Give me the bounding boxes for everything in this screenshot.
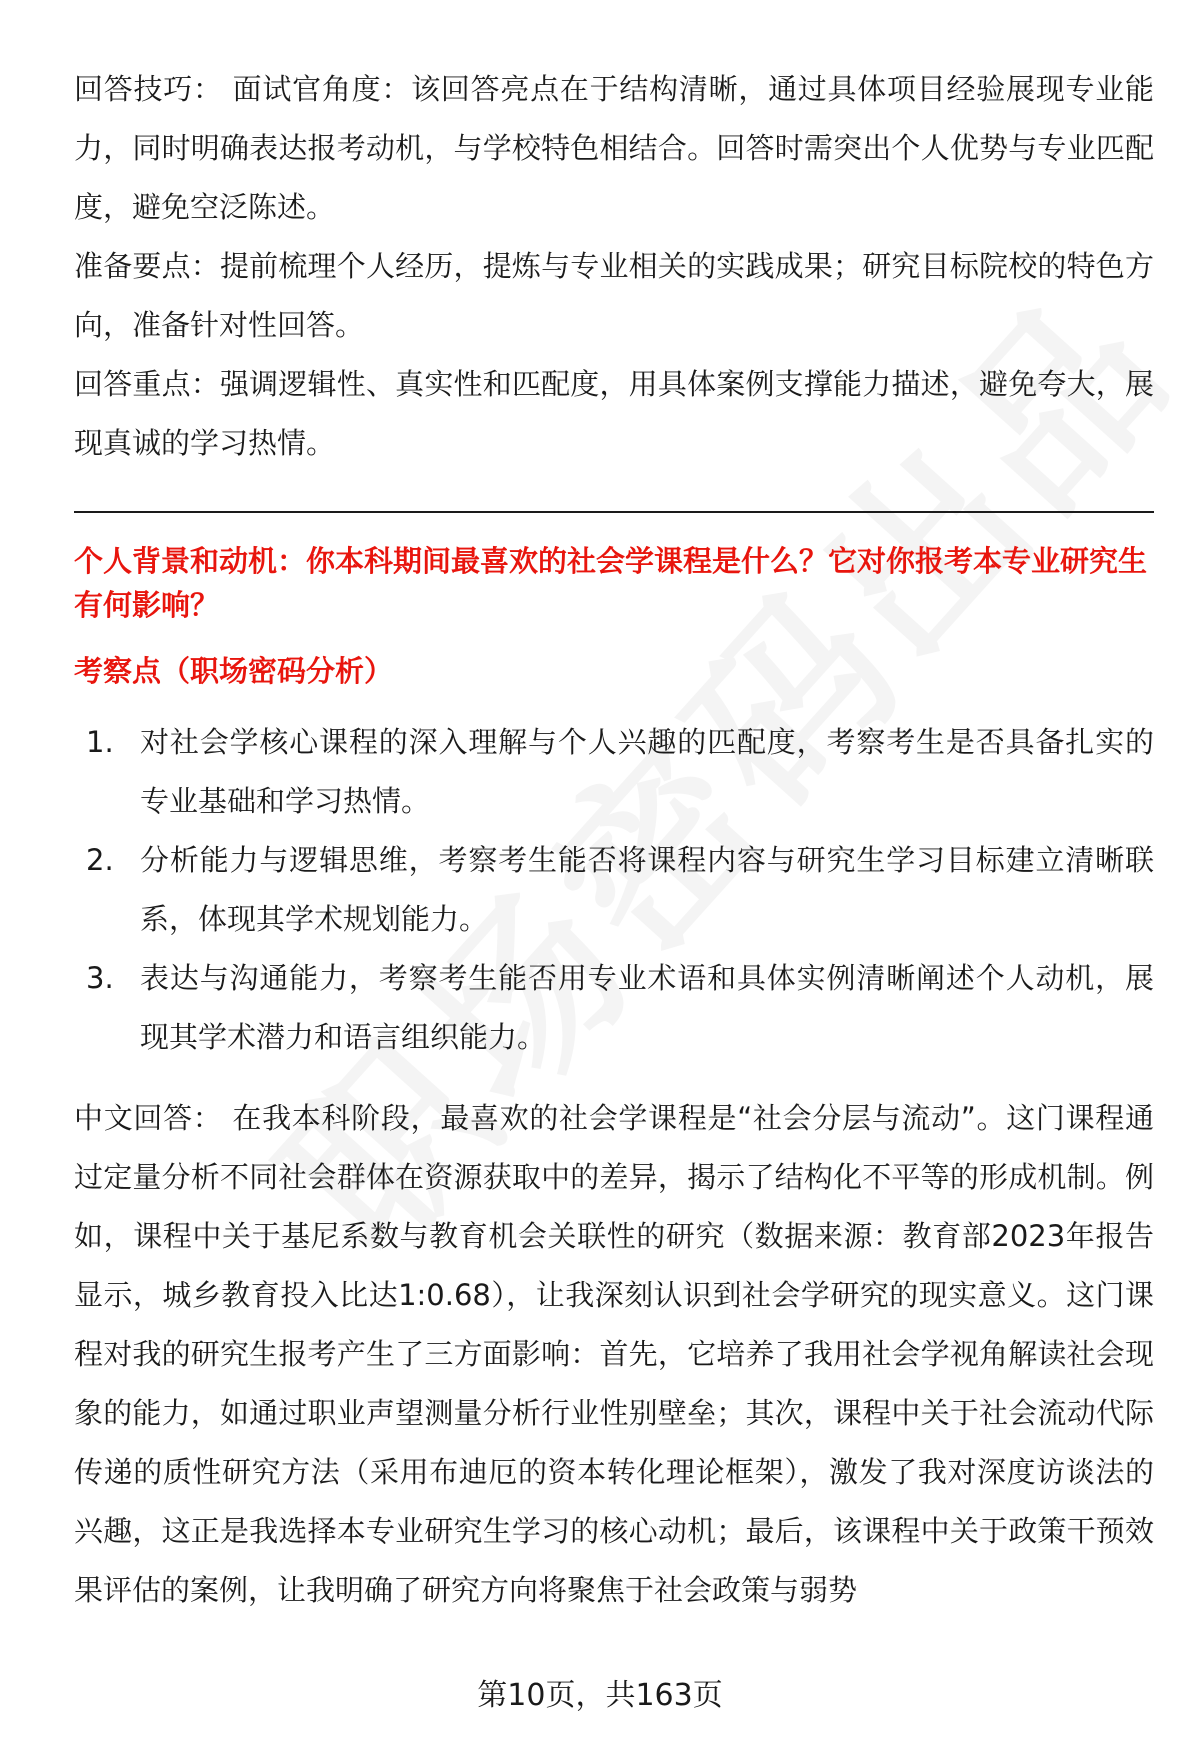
section-divider	[74, 511, 1154, 513]
list-item-text: 对社会学核心课程的深入理解与个人兴趣的匹配度，考察考生是否具备扎实的专业基础和学习热情。	[140, 725, 1154, 818]
assessment-points-list	[74, 713, 1154, 1067]
list-item-text: 表达与沟通能力，考察考生能否用专业术语和具体实例清晰阐述个人动机，展现其学术潜力和语言组织能力。	[140, 961, 1154, 1054]
list-item-number: 3.	[86, 961, 114, 995]
list-item	[86, 949, 1154, 1067]
assessment-points-title: 考察点（职场密码分析）	[74, 654, 394, 688]
list-item-number: 1.	[86, 725, 114, 759]
list-item-number: 2.	[86, 843, 114, 877]
page-number: 第10页，共163页	[477, 1678, 723, 1713]
page-content	[74, 60, 1154, 1620]
answer-tips: 回答技巧： 面试官角度：该回答亮点在于结构清晰，通过具体项目经验展现专业能力，同时明确表达报考动机，与学校特色相结合。回答时需突出个人优势与专业匹配度，避免空泛陈述。	[74, 72, 1154, 224]
chinese-answer: 中文回答： 在我本科阶段，最喜欢的社会学课程是“社会分层与流动”。这门课程通过定量分析不同社会群体在资源获取中的差异，揭示了结构化不平等的形成机制。例如，课程中关于基尼系数与教育机会关联性的研究（数据来源：教育部2023年报告显示，城乡教育投入比达1:0.68），让我深刻认识到社会学研究的现实意义。这门课程对我的研究生报考产生了三方面影响：首先，它培养了我用社会学视角解读社会现象的能力，如通过职业声望测量分析行业性别壁垒；其次，课程中关于社会流动代际传递的质性研究方法（采用布迪厄的资本转化理论框架），激发了我对深度访谈法的兴趣，这正是我选择本专业研究生学习的核心动机；最后，该课程中关于政策干预效果评估的案例，让我明确了研究方向将聚焦于社会政策与弱势	[74, 1101, 1154, 1607]
list-item	[86, 713, 1154, 831]
prep-points: 准备要点：提前梳理个人经历，提炼与专业相关的实践成果；研究目标院校的特色方向，准备针对性回答。	[74, 249, 1154, 342]
question-title: 个人背景和动机：你本科期间最喜欢的社会学课程是什么？它对你报考本专业研究生有何影响？	[74, 544, 1148, 622]
answer-focus: 回答重点：强调逻辑性、真实性和匹配度，用具体案例支撑能力描述，避免夸大，展现真诚的学习热情。	[74, 367, 1154, 460]
list-item-text: 分析能力与逻辑思维，考察考生能否将课程内容与研究生学习目标建立清晰联系，体现其学术规划能力。	[140, 843, 1154, 936]
list-item	[86, 831, 1154, 949]
